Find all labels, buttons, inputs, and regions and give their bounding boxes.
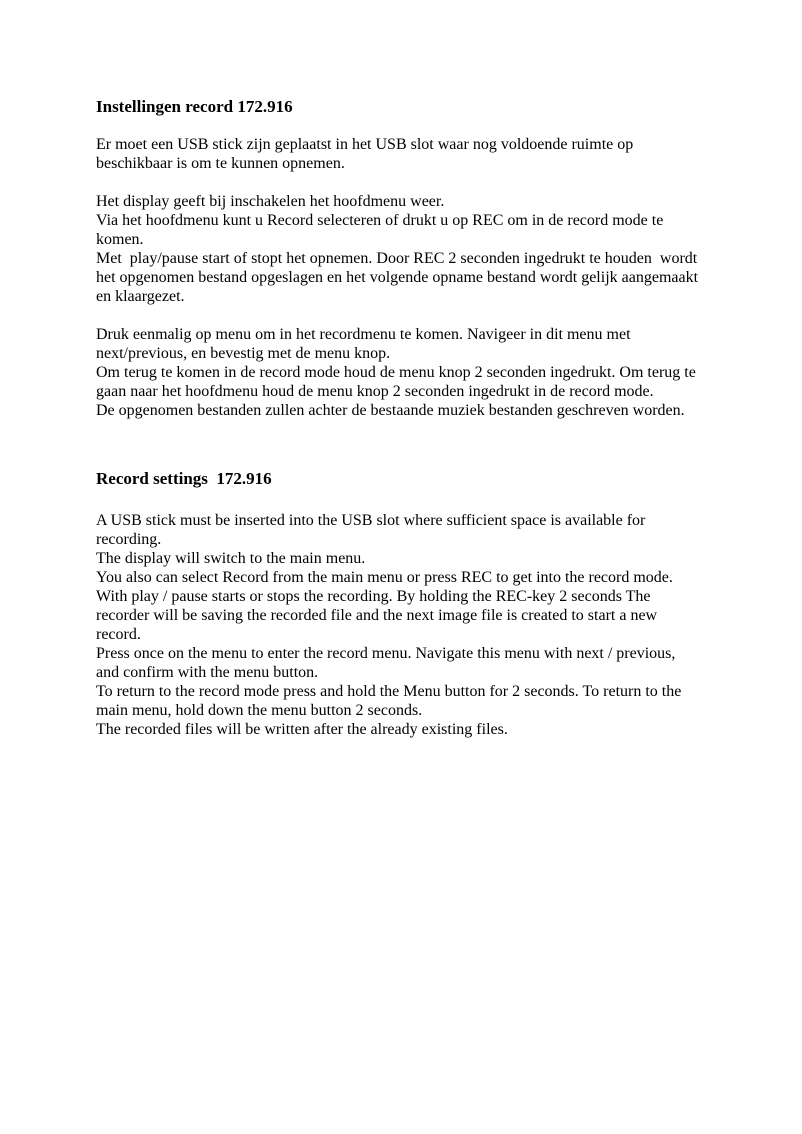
paragraph bbox=[96, 135, 706, 173]
paragraph bbox=[96, 325, 706, 420]
section-english bbox=[96, 468, 706, 739]
text-line: next/previous, en bevestig met de menu knop. bbox=[96, 345, 391, 362]
text-line: recorder will be saving the recorded file and the next image file is created to start a new bbox=[96, 607, 658, 624]
text-line: Via het hoofdmenu kunt u Record selecteren of drukt u op REC om in de record mode te bbox=[96, 212, 664, 229]
paragraph bbox=[96, 192, 706, 306]
text-line: beschikbaar is om te kunnen opnemen. bbox=[96, 155, 345, 172]
text-line: Press once on the menu to enter the record menu. Navigate this menu with next / previous, bbox=[96, 645, 676, 662]
text-line: The display will switch to the main menu. bbox=[96, 550, 366, 567]
text-line: and confirm with the menu button. bbox=[96, 664, 319, 681]
text-line: gaan naar het hoofdmenu houd de menu knop 2 seconden ingedrukt in de record mode. bbox=[96, 383, 654, 400]
text-line: main menu, hold down the menu button 2 seconds. bbox=[96, 702, 423, 719]
text-line: Er moet een USB stick zijn geplaatst in het USB slot waar nog voldoende ruimte op bbox=[96, 136, 634, 153]
text-line: record. bbox=[96, 626, 141, 643]
text-line: De opgenomen bestanden zullen achter de bestaande muziek bestanden geschreven worden. bbox=[96, 402, 685, 419]
text-line: You also can select Record from the main menu or press REC to get into the record mode. bbox=[96, 569, 673, 586]
text-line: en klaargezet. bbox=[96, 288, 185, 305]
text-line: With play / pause starts or stops the recording. By holding the REC-key 2 seconds The bbox=[96, 588, 651, 605]
text-line: A USB stick must be inserted into the USB slot where sufficient space is available for bbox=[96, 512, 646, 529]
text-line: Druk eenmalig op menu om in het recordmenu te komen. Navigeer in dit menu met bbox=[96, 326, 631, 343]
text-line: Het display geeft bij inschakelen het hoofdmenu weer. bbox=[96, 193, 445, 210]
text-line: het opgenomen bestand opgeslagen en het volgende opname bestand wordt gelijk aangemaakt bbox=[96, 269, 699, 286]
paragraph bbox=[96, 511, 706, 739]
text-line: The recorded files will be written after the already existing files. bbox=[96, 721, 508, 738]
text-line: To return to the record mode press and hold the Menu button for 2 seconds. To return to the bbox=[96, 683, 682, 700]
section-heading-english: Record settings 172.916 bbox=[96, 469, 272, 488]
text-line: komen. bbox=[96, 231, 144, 248]
text-line: recording. bbox=[96, 531, 162, 548]
text-line: Met play/pause start of stopt het opnemen. Door REC 2 seconden ingedrukt te houden wordt bbox=[96, 250, 698, 267]
text-line: Om terug te komen in de record mode houd de menu knop 2 seconden ingedrukt. Om terug te bbox=[96, 364, 696, 381]
section-dutch bbox=[96, 96, 706, 420]
section-heading-dutch: Instellingen record 172.916 bbox=[96, 97, 293, 116]
